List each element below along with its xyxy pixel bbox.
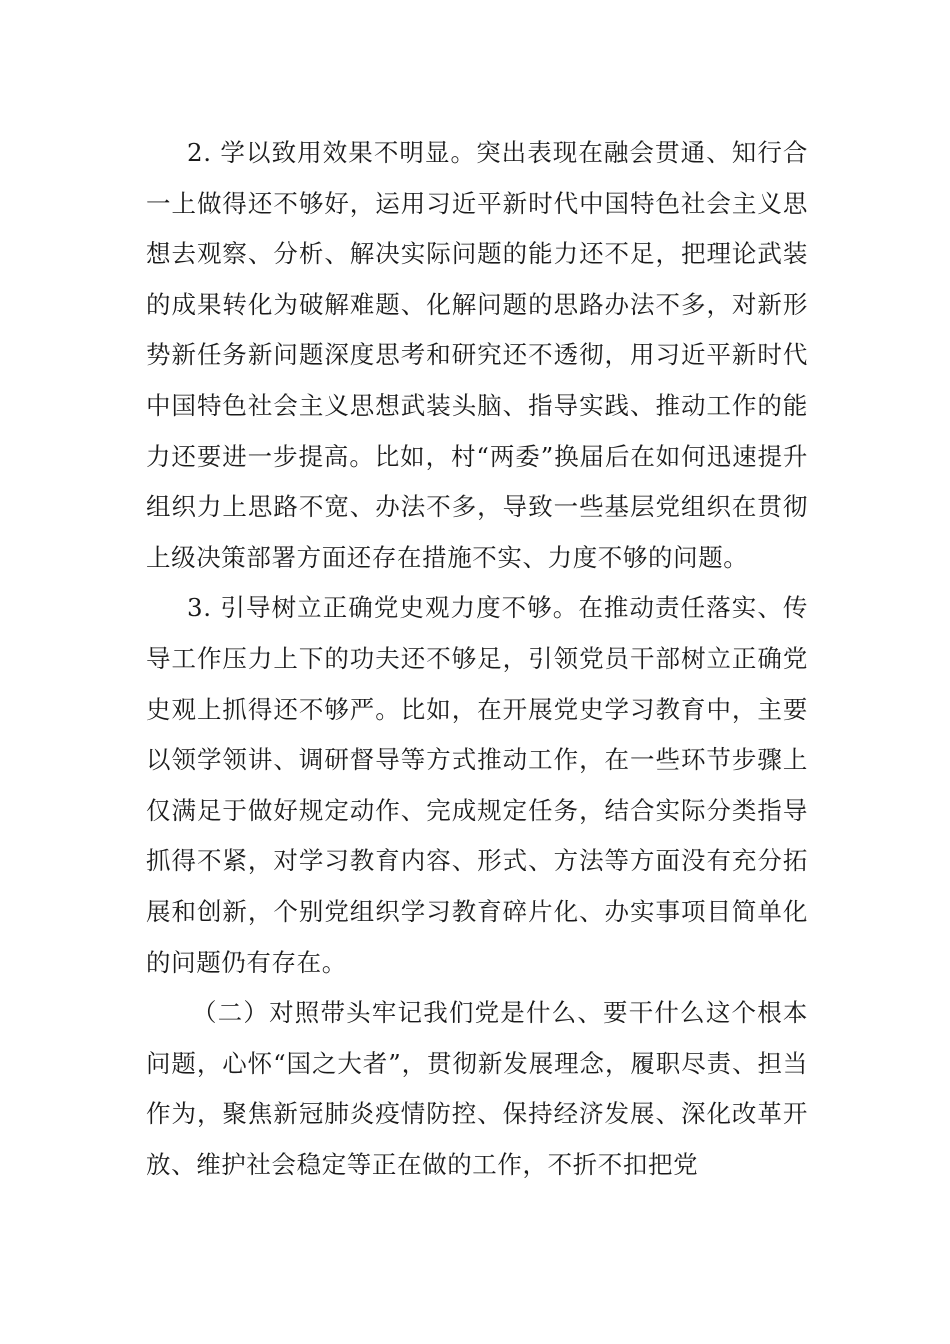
paragraph-item-3: 3. 引导树立正确党史观力度不够。在推动责任落实、传导工作压力上下的功夫还不够足，引领党员干部树立正确党史观上抓得还不够严。比如，在开展党史学习教育中，主要以领学领讲、调研督导等方式推动工作，在一些环节步骤上仅满足于做好规定动作、完成规定任务，结合实际分类指导抓得不紧，对学习教育内容、形式、方法等方面没有充分拓展和创新，个别党组织学习教育碎片化、办实事项目简单化的问题仍有存在。 [146, 593, 808, 977]
document-body [146, 128, 808, 1190]
paragraph-item-2: 2. 学以致用效果不明显。突出表现在融会贯通、知行合一上做得还不够好，运用习近平新时代中国特色社会主义思想去观察、分析、解决实际问题的能力还不足，把理论武装的成果转化为破解难题、化解问题的思路办法不多，对新形势新任务新问题深度思考和研究还不透彻，用习近平新时代中国特色社会主义思想武装头脑、指导实践、推动工作的能力还要进一步提高。比如，村“两委”换届后在如何迅速提升组织力上思路不宽、办法不多，导致一些基层党组织在贯彻上级决策部署方面还存在措施不实、力度不够的问题。 [146, 138, 808, 572]
paragraph-section-2: （二）对照带头牢记我们党是什么、要干什么这个根本问题，心怀“国之大者”，贯彻新发展理念，履职尽责、担当作为，聚焦新冠肺炎疫情防控、保持经济发展、深化改革开放、维护社会稳定等正在做的工作，不折不扣把党 [146, 998, 808, 1179]
